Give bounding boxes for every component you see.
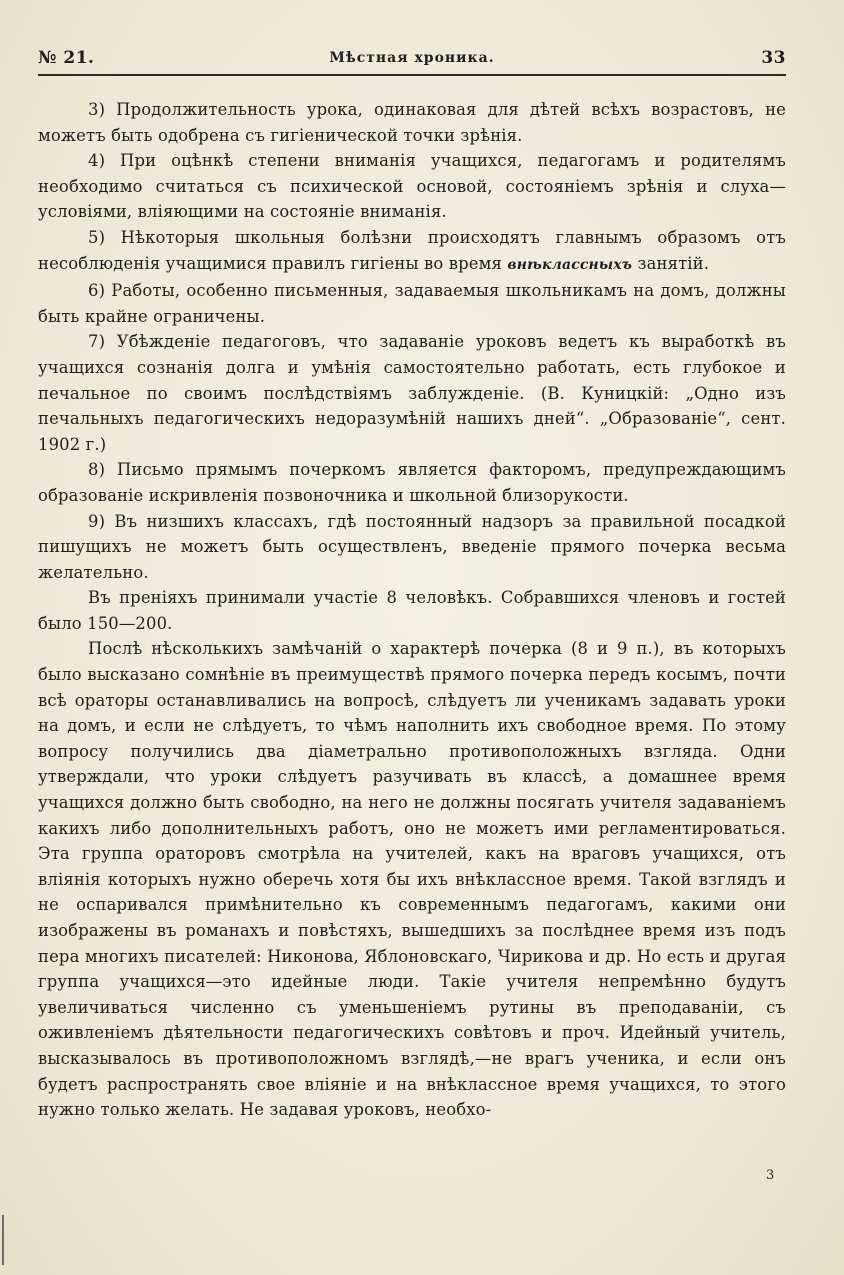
page-number: 33 <box>761 48 786 68</box>
emphasis-extracurricular: внѣклассныхъ <box>507 256 633 273</box>
paragraph-discussion: Послѣ нѣсколькихъ замѣчаній о характерѣ почерка (8 и 9 п.), въ которыхъ было высказано сомнѣніе въ преимуществѣ прямого почерка передъ косымъ, почти всѣ ораторы останавливались на вопросѣ, слѣдуетъ ли ученикамъ задавать уроки на домъ, и если не слѣдуетъ, то чѣмъ наполнить ихъ свободное время. По этому вопросу получились два діаметрально противоположныхъ взгляда. Одни утверждали, что уроки слѣдуетъ разучивать въ классѣ, а домашнее время учащихся должно быть свободно, на него не должны посягать учителя задаваніемъ какихъ либо дополнительныхъ работъ, оно не можетъ ими регламентироваться. Эта группа ораторовъ смотрѣла на учителей, какъ на враговъ учащихся, отъ вліянія которыхъ нужно оберечь хотя бы ихъ внѣклассное время. Такой взглядъ и не оспаривался примѣнительно къ современнымъ педагогамъ, какими они изображены въ романахъ и повѣстяхъ, вышедшихъ за послѣднее время изъ подъ пера многихъ писателей: Никонова, Яблоновскаго, Чирикова и др. Но есть и другая группа учащихся—это идейные люди. Такіе учителя непремѣнно будутъ увеличиваться численно съ уменьшеніемъ рутины въ преподаваніи, съ оживленіемъ дѣятельности педагогическихъ совѣтовъ и проч. Идейный учитель, высказывалось въ противоположномъ взглядѣ,—не врагъ ученика, и если онъ будетъ распространять свое вліяніе и на внѣклассное время учащихся, то этого нужно только желать. Не задавая уроковъ, необхо- <box>38 639 786 1120</box>
paragraph-debate: Въ преніяхъ принимали участіе 8 человѣкъ. Собравшихся членовъ и гостей было 150—200. <box>38 588 786 633</box>
paragraph-item-4: 4) При оцѣнкѣ степени вниманія учащихся, педагогамъ и родителямъ необходимо считаться съ психической основой, состояніемъ зрѣнія и слуха—условіями, вліяющими на состояніе вниманія. <box>38 151 786 222</box>
paragraph-item-5-text: 5) Нѣкоторыя школьныя болѣзни происходятъ главнымъ образомъ отъ несоблюденія учащимися правилъ гигіены во время <box>38 227 786 273</box>
issue-number: № 21. <box>38 48 95 68</box>
margin-binding-mark <box>2 1215 4 1265</box>
paragraph-item-9: 9) Въ низшихъ классахъ, гдѣ постоянный надзоръ за правильной посадкой пишущихъ не можетъ быть осуществленъ, введеніе прямого почерка весьма желательно. <box>38 511 786 582</box>
paragraph-item-6: 6) Работы, особенно письменныя, задаваемыя школьникамъ на домъ, должны быть крайне ограничены. <box>38 281 786 326</box>
paragraph-item-5-end: занятій. <box>637 253 710 273</box>
page-body <box>38 97 786 1123</box>
paragraph-item-3: 3) Продолжительность урока, одинаковая для дѣтей всѣхъ возрастовъ, не можетъ быть одобрена съ гигіенической точки зрѣнія. <box>38 100 786 145</box>
section-title: Мѣстная хроника. <box>329 50 495 66</box>
signature-mark: 3 <box>766 1168 775 1183</box>
paragraph-item-5 <box>38 225 786 278</box>
header-rule <box>38 74 786 76</box>
running-header <box>38 48 786 74</box>
paragraph-item-7: 7) Убѣжденіе педагоговъ, что задаваніе уроковъ ведетъ къ выработкѣ въ учащихся сознанія долга и умѣнія самостоятельно работать, есть глубокое и печальное по своимъ послѣдствіямъ заблужденіе. (В. Куницкій: „Одно изъ печальныхъ педагогическихъ недоразумѣній нашихъ дней“. „Образованіе“, сент. 1902 г.) <box>38 332 786 454</box>
paragraph-item-8: 8) Письмо прямымъ почеркомъ является факторомъ, предупреждающимъ образованіе искривленія позвоночника и школьной близорукости. <box>38 460 786 505</box>
